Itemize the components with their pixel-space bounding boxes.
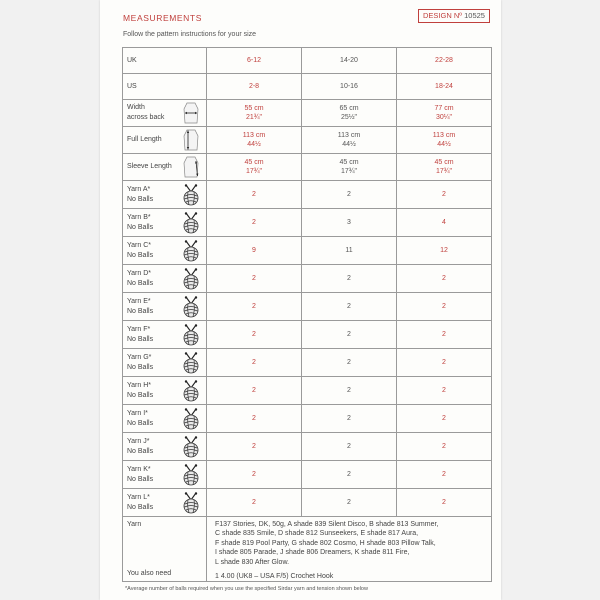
measurement-label: Width bbox=[127, 104, 145, 111]
pattern-sheet bbox=[100, 0, 501, 600]
yarn-balls-label: No Balls bbox=[127, 223, 154, 231]
yarn-label bbox=[123, 489, 207, 517]
yarn-notes-line: I shade 805 Parade, J shade 806 Dreamers, K shade 811 Fire, bbox=[215, 549, 410, 557]
yarn-balls-size-2: 2 bbox=[302, 265, 397, 293]
yarn-notes bbox=[207, 517, 492, 582]
yarn-ball-needles-icon bbox=[182, 268, 200, 290]
yarn-notes-line: L shade 830 After Glow. bbox=[215, 558, 290, 566]
yarn-label bbox=[123, 181, 207, 209]
yarn-balls-size-1: 2 bbox=[207, 321, 302, 349]
yarn-balls-size-3: 2 bbox=[397, 321, 492, 349]
yarn-balls-size-3: 2 bbox=[397, 405, 492, 433]
yarn-balls-size-2: 2 bbox=[302, 181, 397, 209]
yarn-balls-label: No Balls bbox=[127, 503, 154, 511]
yarn-rows bbox=[123, 181, 492, 517]
yarn-balls-size-1: 2 bbox=[207, 209, 302, 237]
yarn-name: Yarn D* bbox=[127, 269, 151, 277]
hook-requirement: 1 4.00 (UK8 – USA F/5) Crochet Hook bbox=[215, 573, 334, 581]
yarn-notes-label: Yarn bbox=[127, 521, 142, 528]
measurement-label-sub: across back bbox=[127, 114, 165, 121]
sleeve-diagram-icon bbox=[182, 155, 200, 179]
size-uk-3: 22-28 bbox=[397, 48, 492, 74]
design-number: 10525 bbox=[464, 11, 485, 20]
yarn-label bbox=[123, 293, 207, 321]
yarn-name: Yarn F* bbox=[127, 325, 151, 333]
yarn-name: Yarn H* bbox=[127, 381, 151, 389]
table-row bbox=[123, 461, 492, 489]
yarn-balls-label: No Balls bbox=[127, 391, 154, 399]
table-row bbox=[123, 100, 492, 127]
yarn-balls-size-2: 11 bbox=[302, 237, 397, 265]
yarn-balls-size-3: 2 bbox=[397, 377, 492, 405]
length-size-3: 113 cm 44½ bbox=[397, 127, 492, 154]
size-us-3: 18-24 bbox=[397, 74, 492, 100]
yarn-label bbox=[123, 377, 207, 405]
yarn-balls-size-2: 2 bbox=[302, 405, 397, 433]
yarn-ball-needles-icon bbox=[182, 492, 200, 514]
yarn-balls-size-2: 2 bbox=[302, 293, 397, 321]
yarn-name: Yarn A* bbox=[127, 185, 151, 193]
yarn-balls-size-1: 9 bbox=[207, 237, 302, 265]
yarn-balls-size-2: 2 bbox=[302, 461, 397, 489]
yarn-ball-needles-icon bbox=[182, 352, 200, 374]
table-row bbox=[123, 74, 492, 100]
yarn-balls-size-2: 2 bbox=[302, 433, 397, 461]
length-size-2: 113 cm 44½ bbox=[302, 127, 397, 154]
yarn-balls-size-1: 2 bbox=[207, 293, 302, 321]
also-need-label: You also need bbox=[127, 570, 172, 578]
yarn-label bbox=[123, 349, 207, 377]
yarn-balls-size-1: 2 bbox=[207, 181, 302, 209]
table-row bbox=[123, 209, 492, 237]
width-size-3: 77 cm 30¼" bbox=[397, 100, 492, 127]
table-row bbox=[123, 127, 492, 154]
yarn-balls-size-1: 2 bbox=[207, 265, 302, 293]
yarn-balls-label: No Balls bbox=[127, 475, 154, 483]
yarn-balls-size-3: 2 bbox=[397, 349, 492, 377]
yarn-ball-needles-icon bbox=[182, 184, 200, 206]
size-label-us: US bbox=[123, 74, 207, 100]
yarn-balls-size-1: 2 bbox=[207, 405, 302, 433]
width-size-1: 55 cm 21¾" bbox=[207, 100, 302, 127]
size-uk-1: 6-12 bbox=[207, 48, 302, 74]
table-row bbox=[123, 321, 492, 349]
table-row bbox=[123, 154, 492, 181]
length-diagram-icon bbox=[182, 128, 200, 152]
yarn-name: Yarn C* bbox=[127, 241, 151, 249]
yarn-balls-size-2: 2 bbox=[302, 489, 397, 517]
yarn-balls-label: No Balls bbox=[127, 307, 154, 315]
table-row bbox=[123, 489, 492, 517]
length-size-1: 113 cm 44½ bbox=[207, 127, 302, 154]
instructions-text: Follow the pattern instructions for your size bbox=[123, 31, 257, 38]
yarn-balls-size-1: 2 bbox=[207, 489, 302, 517]
size-uk-2: 14-20 bbox=[302, 48, 397, 74]
yarn-name: Yarn G* bbox=[127, 353, 152, 361]
yarn-balls-size-3: 2 bbox=[397, 489, 492, 517]
yarn-balls-size-3: 2 bbox=[397, 461, 492, 489]
sleeve-size-1: 45 cm 17¾" bbox=[207, 154, 302, 181]
table-row bbox=[123, 517, 492, 582]
yarn-ball-needles-icon bbox=[182, 240, 200, 262]
yarn-label bbox=[123, 461, 207, 489]
design-label: DESIGN Nº bbox=[423, 11, 463, 20]
size-label-uk: UK bbox=[123, 48, 207, 74]
yarn-name: Yarn J* bbox=[127, 437, 150, 445]
yarn-balls-label: No Balls bbox=[127, 279, 154, 287]
yarn-balls-label: No Balls bbox=[127, 363, 154, 371]
measurements-table bbox=[122, 47, 492, 582]
table-row bbox=[123, 293, 492, 321]
yarn-name: Yarn I* bbox=[127, 409, 148, 417]
table-row bbox=[123, 181, 492, 209]
sleeve-size-2: 45 cm 17¾" bbox=[302, 154, 397, 181]
yarn-balls-label: No Balls bbox=[127, 195, 154, 203]
yarn-balls-size-2: 2 bbox=[302, 349, 397, 377]
size-us-1: 2-8 bbox=[207, 74, 302, 100]
yarn-label bbox=[123, 265, 207, 293]
yarn-name: Yarn E* bbox=[127, 297, 151, 305]
yarn-balls-size-1: 2 bbox=[207, 377, 302, 405]
yarn-balls-size-1: 2 bbox=[207, 461, 302, 489]
table-row bbox=[123, 265, 492, 293]
yarn-balls-size-3: 12 bbox=[397, 237, 492, 265]
yarn-ball-needles-icon bbox=[182, 324, 200, 346]
design-number-badge bbox=[418, 9, 490, 23]
table-row bbox=[123, 48, 492, 74]
yarn-name: Yarn L* bbox=[127, 493, 150, 501]
yarn-balls-size-3: 2 bbox=[397, 433, 492, 461]
yarn-notes-line: F shade 819 Pool Party, G shade 802 Cosmo, H shade 803 Pillow Talk, bbox=[215, 539, 436, 547]
yarn-balls-size-3: 2 bbox=[397, 265, 492, 293]
yarn-label bbox=[123, 433, 207, 461]
measurement-label: Sleeve Length bbox=[127, 163, 172, 170]
yarn-balls-size-2: 2 bbox=[302, 377, 397, 405]
yarn-ball-needles-icon bbox=[182, 464, 200, 486]
yarn-balls-label: No Balls bbox=[127, 335, 154, 343]
table-row bbox=[123, 405, 492, 433]
yarn-notes-line: F137 Stories, DK, 50g, A shade 839 Silent Disco, B shade 813 Summer, bbox=[215, 521, 439, 528]
yarn-balls-label: No Balls bbox=[127, 419, 154, 427]
measurement-label-width bbox=[123, 100, 207, 127]
yarn-balls-label: No Balls bbox=[127, 447, 154, 455]
table-row bbox=[123, 349, 492, 377]
yarn-ball-needles-icon bbox=[182, 436, 200, 458]
yarn-balls-label: No Balls bbox=[127, 251, 154, 259]
yarn-balls-size-3: 2 bbox=[397, 181, 492, 209]
yarn-name: Yarn B* bbox=[127, 213, 151, 221]
yarn-ball-needles-icon bbox=[182, 296, 200, 318]
yarn-balls-size-1: 2 bbox=[207, 349, 302, 377]
yarn-label bbox=[123, 321, 207, 349]
yarn-balls-size-3: 2 bbox=[397, 293, 492, 321]
measurement-label-sleeve bbox=[123, 154, 207, 181]
sleeve-size-3: 45 cm 17¾" bbox=[397, 154, 492, 181]
yarn-ball-needles-icon bbox=[182, 408, 200, 430]
size-us-2: 10-16 bbox=[302, 74, 397, 100]
yarn-balls-size-2: 3 bbox=[302, 209, 397, 237]
table-row bbox=[123, 433, 492, 461]
table-row bbox=[123, 377, 492, 405]
notes-labels bbox=[123, 517, 207, 582]
width-size-2: 65 cm 25½" bbox=[302, 100, 397, 127]
yarn-notes-line: C shade 835 Smile, D shade 812 Sunseekers, E shade 817 Aura, bbox=[215, 530, 419, 538]
yarn-balls-size-1: 2 bbox=[207, 433, 302, 461]
yarn-ball-needles-icon bbox=[182, 380, 200, 402]
yarn-label bbox=[123, 237, 207, 265]
page-title: MEASUREMENTS bbox=[123, 13, 202, 23]
yarn-label bbox=[123, 405, 207, 433]
table-row bbox=[123, 237, 492, 265]
width-diagram-icon bbox=[182, 101, 200, 125]
yarn-label bbox=[123, 209, 207, 237]
measurement-label-length bbox=[123, 127, 207, 154]
yarn-ball-needles-icon bbox=[182, 212, 200, 234]
yarn-balls-size-3: 4 bbox=[397, 209, 492, 237]
measurement-label: Full Length bbox=[127, 136, 162, 143]
footnote: *Average number of balls required when you use the specified Sirdar yarn and tension shown below bbox=[125, 586, 368, 592]
yarn-balls-size-2: 2 bbox=[302, 321, 397, 349]
yarn-name: Yarn K* bbox=[127, 465, 151, 473]
